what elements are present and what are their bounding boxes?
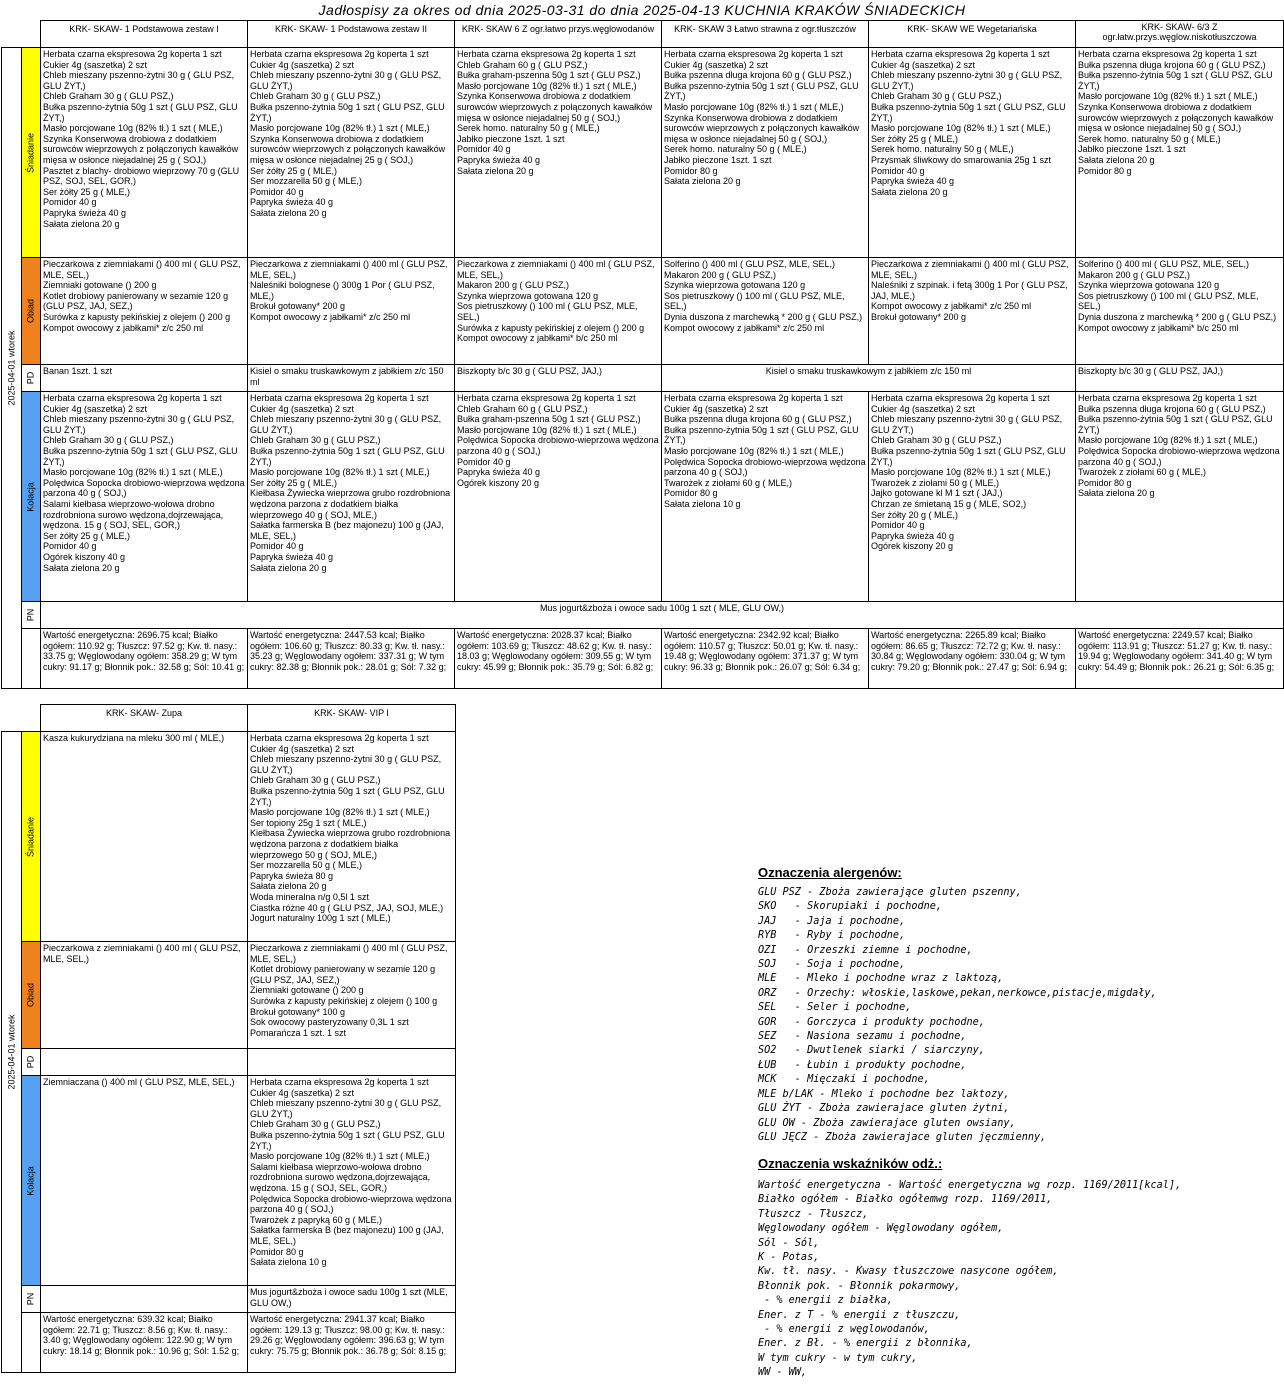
column-header-row	[2, 21, 1284, 48]
legend-line: GLU PSZ - Zboża zawierające gluten pszenny,	[758, 887, 1022, 898]
menu-cell: Solferino () 400 ml ( GLU PSZ, MLE, SEL,) Makaron 200 g ( GLU PSZ,) Szynka wieprzowa gotowana 120 g Sos pietruszkowy () 100 ml ( GLU PSZ, MLE, SEL,) Dynia duszona z marchewką * 200 g ( GLU PSZ,) Kompot owocowy z jabłkami* b/c 250 ml	[1076, 258, 1284, 365]
nutrition-cell: Wartość energetyczna: 2941.37 kcal; Białko ogółem: 129.13 g; Tłuszcz: 98.00 g; Kw. tł. nasy.: 29.26 g; Węglowodany ogółem: 396.63 g; W tym cukry: 75.75 g; Błonnik pok.: 36.78 g; Sól: 8.15 g;	[248, 1313, 456, 1373]
legend-line: MLE - Mleko i pochodne wraz z laktozą,	[758, 973, 1004, 985]
menu-cell: Biszkopty b/c 30 g ( GLU PSZ, JAJ,)	[455, 365, 662, 392]
menu-cell: Ziemniaczana () 400 ml ( GLU PSZ, MLE, SEL,)	[41, 1076, 248, 1286]
menu-cell	[41, 1049, 248, 1076]
menu-cell: Kisiel o smaku truskawkowym z jabłkiem z/c 150 ml	[662, 365, 1076, 392]
legend-line: Ener. z Bł. - % energii z błonnika,	[758, 1338, 973, 1350]
meal-label-cell	[22, 602, 41, 629]
menu-cell: Mus jogurt&zboża i owoce sadu 100g 1 szt (MLE, GLU OW,)	[248, 1286, 456, 1313]
menu-cell: Herbata czarna ekspresowa 2g koperta 1 szt Chleb Graham 60 g ( GLU PSZ,) Bułka graham-pszenna 50g 1 szt ( GLU PSZ,) Masło porcjowane 10g (82% tł.) 1 szt ( MLE,) Szynka Konserwowa drobiowa z dodatkiem surowców wieprzowych z połączonych kawałków mięsa w osłonce niejadalnej 50 g ( SOJ,) Serek homo. naturalny 50 g ( MLE,) Jabłko pieczone 1szt. 1 szt Pomidor 40 g Papryka świeża 40 g Sałata zielona 20 g	[455, 48, 662, 258]
indicator-legend	[758, 1156, 1181, 1381]
menu-cell: Pieczarkowa z ziemniakami () 400 ml ( GLU PSZ, MLE, SEL,)	[41, 942, 248, 1049]
menu-table-main	[1, 20, 1284, 689]
meal-row-sniadanie	[2, 48, 1284, 258]
meal-label-cell	[22, 732, 41, 942]
menu-cell: Pieczarkowa z ziemniakami () 400 ml ( GLU PSZ, MLE, SEL,) Makaron 200 g ( GLU PSZ,) Szynka wieprzowa gotowana 120 g Sos pietruszkowy () 100 ml ( GLU PSZ, MLE, SEL,) Surówka z kapusty pekińskiej z olejem () 200 g Kompot owocowy z jabłkami* b/c 250 ml	[455, 258, 662, 365]
menu-cell: Herbata czarna ekspresowa 2g koperta 1 szt Bułka pszenna długa krojona 60 g ( GLU PSZ,) Bułka pszenno-żytnia 50g 1 szt ( GLU PSZ, GLU ŻYT,) Masło porcjowane 10g (82% tł.) 1 szt ( MLE,) Polędwica Sopocka drobiowo-wieprzowa wędzona parzona 40 g ( SOJ,) Twarożek z ziołami 60 g ( MLE,) Pomidor 80 g Sałata zielona 20 g	[1076, 392, 1284, 602]
legend-line: WW - WW,	[758, 1367, 808, 1379]
legend-line: SEL - Seler i pochodne,	[758, 1002, 912, 1014]
column-header: KRK- SKAW- 1 Podstawowa zestaw I	[41, 21, 248, 48]
menu-cell	[41, 1286, 248, 1313]
meal-row-pd	[2, 1049, 456, 1076]
indicator-legend-lines	[758, 1179, 1181, 1381]
legend-line: ORZ - Orzechy: włoskie,laskowe,pekan,nerkowce,pistacje,migdały,	[758, 987, 1157, 999]
legend-line: GOR - Gorczyca i produkty pochodne,	[758, 1016, 985, 1028]
nutrition-cell: Wartość energetyczna: 639.32 kcal; Białko ogółem: 22.71 g; Tłuszcz: 8.56 g; Kw. tł. nasy.: 3.40 g; Węglowodany ogółem: 122.90 g; W tym cukry: 18.14 g; Błonnik pok.: 10.96 g; Sól: 1.52 g;	[41, 1313, 248, 1373]
legend-line: RYB - Ryby i pochodne,	[758, 930, 906, 942]
meal-label: Śniadanie	[25, 816, 36, 857]
legend-line: K - Potas,	[758, 1252, 820, 1264]
legend-line: GLU OW - Zboża zawierajace gluten owsiany,	[758, 1117, 1016, 1129]
legend-line: ŁUB - Łubin i produkty pochodne,	[758, 1059, 967, 1071]
meal-label: PN	[25, 1292, 36, 1306]
column-header: KRK- SKAW- Zupa	[41, 705, 248, 732]
date-label: 2025-04-01 wtorek	[6, 330, 17, 406]
menu-cell: Kisiel o smaku truskawkowym z jabłkiem z/c 150 ml	[248, 365, 455, 392]
meal-label-cell	[22, 48, 41, 258]
meal-label-cell	[22, 629, 41, 689]
meal-label: PD	[25, 1055, 36, 1069]
menu-cell: Herbata czarna ekspresowa 2g koperta 1 szt Cukier 4g (saszetka) 2 szt Chleb mieszany pszenno-żytni 30 g ( GLU PSZ, GLU ŻYT,) Chleb Graham 30 g ( GLU PSZ,) Bułka pszenno-żytnia 50g 1 szt ( GLU PSZ, GLU ŻYT,) Masło porcjowane 10g (82% tł.) 1 szt ( MLE,) Salami kiełbasa wieprzowo-wołowa drobno rozdrobniona surowo wędzona,dojrzewająca, wędzona. 15 g ( SOJ, SEL, GOR,) Polędwica Sopocka drobiowo-wieprzowa wędzona parzona 40 g ( SOJ,) Twarożek z papryką 60 g ( MLE,) Sałatka farmerska B (bez majonezu) 100 g (JAJ, MLE, SEL,) Pomidor 80 g Sałata zielona 10 g	[248, 1076, 456, 1286]
legend-line: Ener. z T - % energii z tłuszczu,	[758, 1309, 961, 1321]
meal-label: PD	[25, 371, 36, 385]
menu-cell: Pieczarkowa z ziemniakami () 400 ml ( GLU PSZ, MLE, SEL,) Naleśniki z szpinak. i fetą 300g 1 Por ( GLU PSZ, JAJ, MLE,) Kompot owocowy z jabłkami* z/c 250 ml Brokuł gotowany* 200 g	[869, 258, 1076, 365]
meal-label-cell	[22, 392, 41, 602]
meal-label-cell	[22, 1049, 41, 1076]
meal-row-pn	[2, 602, 1284, 629]
legend-line: Tłuszcz - Tłuszcz,	[758, 1208, 869, 1220]
menu-cell: Herbata czarna ekspresowa 2g koperta 1 szt Cukier 4g (saszetka) 2 szt Bułka pszenna długa krojona 60 g ( GLU PSZ,) Bułka pszenno-żytnia 50g 1 szt ( GLU PSZ, GLU ŻYT,) Masło porcjowane 10g (82% tł.) 1 szt ( MLE,) Polędwica Sopocka drobiowo-wieprzowa wędzona parzona 40 g ( SOJ,) Twarożek z ziołami 60 g ( MLE,) Pomidor 80 g Sałata zielona 10 g	[662, 392, 869, 602]
meal-label: Obiad	[25, 982, 36, 1008]
date-cell	[2, 732, 22, 1373]
legend-line: OZI - Orzeszki ziemne i pochodne,	[758, 944, 973, 956]
indicator-legend-heading: Oznaczenia wskaźników odż.:	[758, 1156, 943, 1171]
menu-cell: Herbata czarna ekspresowa 2g koperta 1 szt Cukier 4g (saszetka) 2 szt Chleb mieszany pszenno-żytni 30 g ( GLU PSZ, GLU ŻYT,) Chleb Graham 30 g ( GLU PSZ,) Bułka pszenno-żytnia 50g 1 szt ( GLU PSZ, GLU ŻYT,) Masło porcjowane 10g (82% tł.) 1 szt ( MLE,) Szynka Konserwowa drobiowa z dodatkiem surowców wieprzowych z połączonych kawałków mięsa w osłonce niejadalnej 25 g ( SOJ,) Pasztet z blachy- drobiowo wieprzowy 70 g (GLU PSZ, SOJ, SEL, GOR,) Ser żółty 25 g ( MLE,) Pomidor 40 g Papryka świeża 40 g Sałata zielona 20 g	[41, 48, 248, 258]
meal-row-obiad	[2, 258, 1284, 365]
menu-cell: Herbata czarna ekspresowa 2g koperta 1 szt Cukier 4g (saszetka) 2 szt Chleb mieszany pszenno-żytni 30 g ( GLU PSZ, GLU ŻYT,) Chleb Graham 30 g ( GLU PSZ,) Bułka pszenno-żytnia 50g 1 szt ( GLU PSZ, GLU ŻYT,) Masło porcjowane 10g (82% tł.) 1 szt ( MLE,) Ser żółty 25 g ( MLE,) Serek homo. naturalny 50 g ( MLE,) Przysmak śliwkowy do smarowania 25g 1 szt Pomidor 40 g Papryka świeża 40 g Sałata zielona 20 g	[869, 48, 1076, 258]
meal-label-cell	[22, 1076, 41, 1286]
meal-label-cell	[22, 942, 41, 1049]
legend-line: MCK - Mięczaki i pochodne,	[758, 1074, 930, 1086]
meal-row-kolacja	[2, 392, 1284, 602]
menu-cell: Herbata czarna ekspresowa 2g koperta 1 szt Cukier 4g (saszetka) 2 szt Bułka pszenna długa krojona 60 g ( GLU PSZ,) Bułka pszenno-żytnia 50g 1 szt ( GLU PSZ, GLU ŻYT,) Masło porcjowane 10g (82% tł.) 1 szt ( MLE,) Szynka Konserwowa drobiowa z dodatkiem surowców wieprzowych z połączonych kawałków mięsa w osłonce niejadalnej 50 g ( SOJ,) Serek homo. naturalny 50 g ( MLE,) Jabłko pieczone 1szt. 1 szt Pomidor 80 g Sałata zielona 20 g	[662, 48, 869, 258]
menu-cell: Herbata czarna ekspresowa 2g koperta 1 szt Cukier 4g (saszetka) 2 szt Chleb mieszany pszenno-żytni 30 g ( GLU PSZ, GLU ŻYT,) Chleb Graham 30 g ( GLU PSZ,) Bułka pszenno-żytnia 50g 1 szt ( GLU PSZ, GLU ŻYT,) Masło porcjowane 10g (82% tł.) 1 szt ( MLE,) Twarożek z ziołami 50 g ( MLE,) Jajko gotowane kl M 1 szt ( JAJ,) Chrzan ze śmietaną 15 g ( MLE, SO2,) Ser żółty 20 g ( MLE,) Pomidor 40 g Papryka świeża 40 g Ogórek kiszony 20 g	[869, 392, 1076, 602]
nutrition-cell: Wartość energetyczna: 2447.53 kcal; Białko ogółem: 106.60 g; Tłuszcz: 80.33 g; Kw. tł. nasy.: 35.23 g; Węglowodany ogółem: 337.31 g; W tym cukry: 82.38 g; Błonnik pok.: 28.01 g; Sól: 7.32 g;	[248, 629, 455, 689]
meal-row-pn	[2, 1286, 456, 1313]
legend-line: Sól - Sól,	[758, 1237, 820, 1249]
menu-cell: Herbata czarna ekspresowa 2g koperta 1 szt Bułka pszenna długa krojona 60 g ( GLU PSZ,) Bułka pszenno-żytnia 50g 1 szt ( GLU PSZ, GLU ŻYT,) Masło porcjowane 10g (82% tł.) 1 szt ( MLE,) Szynka Konserwowa drobiowa z dodatkiem surowców wieprzowych z połączonych kawałków mięsa w osłonce niejadalnej 50 g ( SOJ,) Serek homo. naturalny 50 g ( MLE,) Jabłko pieczone 1szt. 1 szt Sałata zielona 20 g Pomidor 80 g	[1076, 48, 1284, 258]
page-title: Jadłospisy za okres od dnia 2025-03-31 do dnia 2025-04-13 KUCHNIA KRAKÓW ŚNIADECKICH	[318, 2, 966, 18]
menu-cell	[248, 1049, 456, 1076]
menu-cell: Herbata czarna ekspresowa 2g koperta 1 szt Cukier 4g (saszetka) 2 szt Chleb mieszany pszenno-żytni 30 g ( GLU PSZ, GLU ŻYT,) Chleb Graham 30 g ( GLU PSZ,) Bułka pszenno-żytnia 50g 1 szt ( GLU PSZ, GLU ŻYT,) Masło porcjowane 10g (82% tł.) 1 szt ( MLE,) Szynka Konserwowa drobiowa z dodatkiem surowców wieprzowych z połączonych kawałków mięsa w osłonce niejadalnej 25 g ( SOJ,) Ser żółty 25 g ( MLE,) Ser mozzarella 50 g ( MLE,) Pomidor 40 g Papryka świeża 40 g Sałata zielona 20 g	[248, 48, 455, 258]
menu-cell: Pieczarkowa z ziemniakami () 400 ml ( GLU PSZ, MLE, SEL,) Naleśniki bolognese () 300g 1 Por ( GLU PSZ, MLE,) Brokuł gotowany* 200 g Kompot owocowy z jabłkami* z/c 250 ml	[248, 258, 455, 365]
allergen-legend-heading: Oznaczenia alergenów:	[758, 865, 902, 880]
menu-cell: Herbata czarna ekspresowa 2g koperta 1 szt Cukier 4g (saszetka) 2 szt Chleb mieszany pszenno-żytni 30 g ( GLU PSZ, GLU ŻYT,) Chleb Graham 30 g ( GLU PSZ,) Bułka pszenno-żytnia 50g 1 szt ( GLU PSZ, GLU ŻYT,) Masło porcjowane 10g (82% tł.) 1 szt ( MLE,) Ser topiony 25g 1 szt ( MLE,) Kiełbasa Żywiecka wieprzowa grubo rozdrobniona wędzona parzona z dodatkiem białka wieprzowego 50 g ( SOJ, MLE,) Ser mozzarella 50 g ( MLE,) Papryka świeża 80 g Sałata zielona 20 g Woda mineralna n/g 0,5l 1 szt Ciastka różne 40 g ( GLU PSZ, JAJ, SOJ, MLE,) Jogurt naturalny 100g 1 szt ( MLE,)	[248, 732, 456, 942]
legend-line: - % energii z węglowodanów,	[758, 1324, 930, 1336]
column-header-row	[2, 705, 456, 732]
meal-label: Śniadanie	[25, 132, 36, 173]
meal-label: PN	[25, 608, 36, 622]
nutrition-row	[2, 629, 1284, 689]
menu-cell: Pieczarkowa z ziemniakami () 400 ml ( GLU PSZ, MLE, SEL,) Kotlet drobiowy panierowany w sezamie 120 g (GLU PSZ, JAJ, SEZ,) Ziemniaki gotowane () 200 g Surówka z kapusty pekińskiej z olejem () 100 g Brokuł gotowany* 100 g Sok owocowy pasteryzowany 0,3L 1 szt Pomarańcza 1 szt. 1 szt	[248, 942, 456, 1049]
meal-label: Kolacja	[25, 1165, 36, 1196]
meal-label-cell	[22, 1313, 41, 1373]
legend-line: W tym cukry - w tym cukry,	[758, 1352, 918, 1364]
meal-label-cell	[22, 1286, 41, 1313]
legend-line: Białko ogółem - Białko ogółemwg rozp. 1169/2011,	[758, 1194, 1053, 1206]
menu-cell: Herbata czarna ekspresowa 2g koperta 1 szt Cukier 4g (saszetka) 2 szt Chleb mieszany pszenno-żytni 30 g ( GLU PSZ, GLU ŻYT,) Chleb Graham 30 g ( GLU PSZ,) Bułka pszenno-żytnia 50g 1 szt ( GLU PSZ, GLU ŻYT,) Masło porcjowane 10g (82% tł.) 1 szt ( MLE,) Ser żółty 25 g ( MLE,) Kiełbasa Żywiecka wieprzowa grubo rozdrobniona wędzona parzona z dodatkiem białka wieprzowego 40 g ( SOJ, MLE,) Sałatka farmerska B (bez majonezu) 100 g (JAJ, MLE, SEL,) Pomidor 40 g Papryka świeża 40 g Sałata zielona 20 g	[248, 392, 455, 602]
column-header: KRK- SKAW- VIP I	[248, 705, 456, 732]
allergen-legend-lines	[758, 886, 1157, 1145]
nutrition-cell: Wartość energetyczna: 2028.37 kcal; Białko ogółem: 103.69 g; Tłuszcz: 48.62 g; Kw. tł. nasy.: 18.03 g; Węglowodany ogółem: 309.55 g; W tym cukry: 45.99 g; Błonnik pok.: 35.79 g; Sól: 6.82 g;	[455, 629, 662, 689]
legend-line: - % energii z białka,	[758, 1295, 893, 1307]
allergen-legend	[758, 865, 1157, 1145]
meal-label-cell	[22, 365, 41, 392]
column-header: KRK- SKAW- 6/3 Z ogr.łatw.przys.węglow.niskotłuszczowa	[1076, 21, 1284, 48]
date-label: 2025-04-01 wtorek	[6, 1014, 17, 1090]
legend-line: SKO - Skorupiaki i pochodne,	[758, 901, 943, 913]
menu-cell: Kasza kukurydziana na mleku 300 ml ( MLE,)	[41, 732, 248, 942]
menu-cell: Herbata czarna ekspresowa 2g koperta 1 szt Cukier 4g (saszetka) 2 szt Chleb mieszany pszenno-żytni 30 g ( GLU PSZ, GLU ŻYT,) Chleb Graham 30 g ( GLU PSZ,) Bułka pszenno-żytnia 50g 1 szt ( GLU PSZ, GLU ŻYT,) Masło porcjowane 10g (82% tł.) 1 szt ( MLE,) Polędwica Sopocka drobiowo-wieprzowa wędzona parzona 40 g ( SOJ,) Salami kiełbasa wieprzowo-wołowa drobno rozdrobniona surowo wędzona,dojrzewająca, wędzona. 15 g ( SOJ, SEL, GOR,) Ser żółty 25 g ( MLE,) Pomidor 40 g Ogórek kiszony 40 g Sałata zielona 20 g	[41, 392, 248, 602]
legend-line: JAJ - Jaja i pochodne,	[758, 915, 906, 927]
legend-line: Kw. tł. nasy. - Kwasy tłuszczowe nasycone ogółem,	[758, 1266, 1059, 1278]
legend-line: Węglowodany ogółem - Węglowodany ogółem,	[758, 1223, 1004, 1235]
nutrition-cell: Wartość energetyczna: 2342.92 kcal; Białko ogółem: 110.57 g; Tłuszcz: 50.01 g; Kw. tł. nasy.: 19.48 g; Węglowodany ogółem: 371.37 g; W tym cukry: 96.33 g; Błonnik pok.: 26.07 g; Sól: 6.34 g;	[662, 629, 869, 689]
legend-line: SO2 - Dwutlenek siarki / siarczyny,	[758, 1045, 985, 1057]
legend-line: SEZ - Nasiona sezamu i pochodne,	[758, 1031, 967, 1043]
legend-line: MLE b/LAK - Mleko i pochodne bez laktozy,	[758, 1088, 1010, 1100]
nutrition-row	[2, 1313, 456, 1373]
column-header: KRK- SKAW 3 Łatwo strawna z ogr.tłuszczów	[662, 21, 869, 48]
menu-cell: Banan 1szt. 1 szt	[41, 365, 248, 392]
menu-table-secondary	[1, 704, 456, 1373]
meal-row-sniadanie	[2, 732, 456, 942]
column-header: KRK- SKAW- 1 Podstawowa zestaw II	[248, 21, 455, 48]
meal-row-kolacja	[2, 1076, 456, 1286]
menu-cell: Mus jogurt&zboża i owoce sadu 100g 1 szt ( MLE, GLU OW,)	[41, 602, 1284, 629]
meal-row-obiad	[2, 942, 456, 1049]
nutrition-cell: Wartość energetyczna: 2265.89 kcal; Białko ogółem: 86.65 g; Tłuszcz: 72.72 g; Kw. tł. nasy.: 30.84 g; Węglowodany ogółem: 330.04 g; W tym cukry: 79.20 g; Błonnik pok.: 27.47 g; Sól: 6.94 g;	[869, 629, 1076, 689]
menu-cell: Solferino () 400 ml ( GLU PSZ, MLE, SEL,) Makaron 200 g ( GLU PSZ,) Szynka wieprzowa gotowana 120 g Sos pietruszkowy () 100 ml ( GLU PSZ, MLE, SEL,) Dynia duszona z marchewką * 200 g ( GLU PSZ,) Kompot owocowy z jabłkami* z/c 250 ml	[662, 258, 869, 365]
menu-cell: Herbata czarna ekspresowa 2g koperta 1 szt Chleb Graham 60 g ( GLU PSZ,) Bułka graham-pszenna 50g 1 szt ( GLU PSZ,) Masło porcjowane 10g (82% tł.) 1 szt ( MLE,) Polędwica Sopocka drobiowo-wieprzowa wędzona parzona 40 g ( SOJ,) Pomidor 40 g Papryka świeża 40 g Ogórek kiszony 20 g	[455, 392, 662, 602]
legend-line: SOJ - Soja i pochodne,	[758, 959, 906, 971]
menu-cell: Pieczarkowa z ziemniakami () 400 ml ( GLU PSZ, MLE, SEL,) Ziemniaki gotowane () 200 g Kotlet drobiowy panierowany w sezamie 120 g (GLU PSZ, JAJ, SEZ,) Surówka z kapusty pekińskiej z olejem () 200 g Kompot owocowy z jabłkami* z/c 250 ml	[41, 258, 248, 365]
legend-line: GLU JĘCZ - Zboża zawierajace gluten jęczmienny,	[758, 1131, 1047, 1143]
meal-label: Obiad	[25, 298, 36, 324]
date-cell	[2, 48, 22, 689]
nutrition-cell: Wartość energetyczna: 2249.57 kcal; Białko ogółem: 113.91 g; Tłuszcz: 51.27 g; Kw. tł. nasy.: 19.94 g; Węglowodany ogółem: 341.40 g; W tym cukry: 54.49 g; Błonnik pok.: 26.21 g; Sól: 6.35 g;	[1076, 629, 1284, 689]
meal-label: Kolacja	[25, 481, 36, 512]
legend-line: Wartość energetyczna - Wartość energetyczna wg rozp. 1169/2011[kcal],	[758, 1180, 1182, 1191]
column-header: KRK- SKAW 6 Z ogr.łatwo przys.węglowodanów	[455, 21, 662, 48]
legend-line: Błonnik pok. - Błonnik pokarmowy,	[758, 1280, 961, 1292]
column-header: KRK- SKAW WE Wegetariańska	[869, 21, 1076, 48]
meal-label-cell	[22, 258, 41, 365]
menu-cell: Biszkopty b/c 30 g ( GLU PSZ, JAJ,)	[1076, 365, 1284, 392]
meal-row-pd	[2, 365, 1284, 392]
legend-line: GLU ŻYT - Zboża zawierajace gluten żytni,	[758, 1103, 1010, 1115]
nutrition-cell: Wartość energetyczna: 2696.75 kcal; Białko ogółem: 110.92 g; Tłuszcz: 97.52 g; Kw. tł. nasy.: 33.75 g; Węglowodany ogółem: 358.29 g; W tym cukry: 91.17 g; Błonnik pok.: 32.58 g; Sól: 10.41 g;	[41, 629, 248, 689]
